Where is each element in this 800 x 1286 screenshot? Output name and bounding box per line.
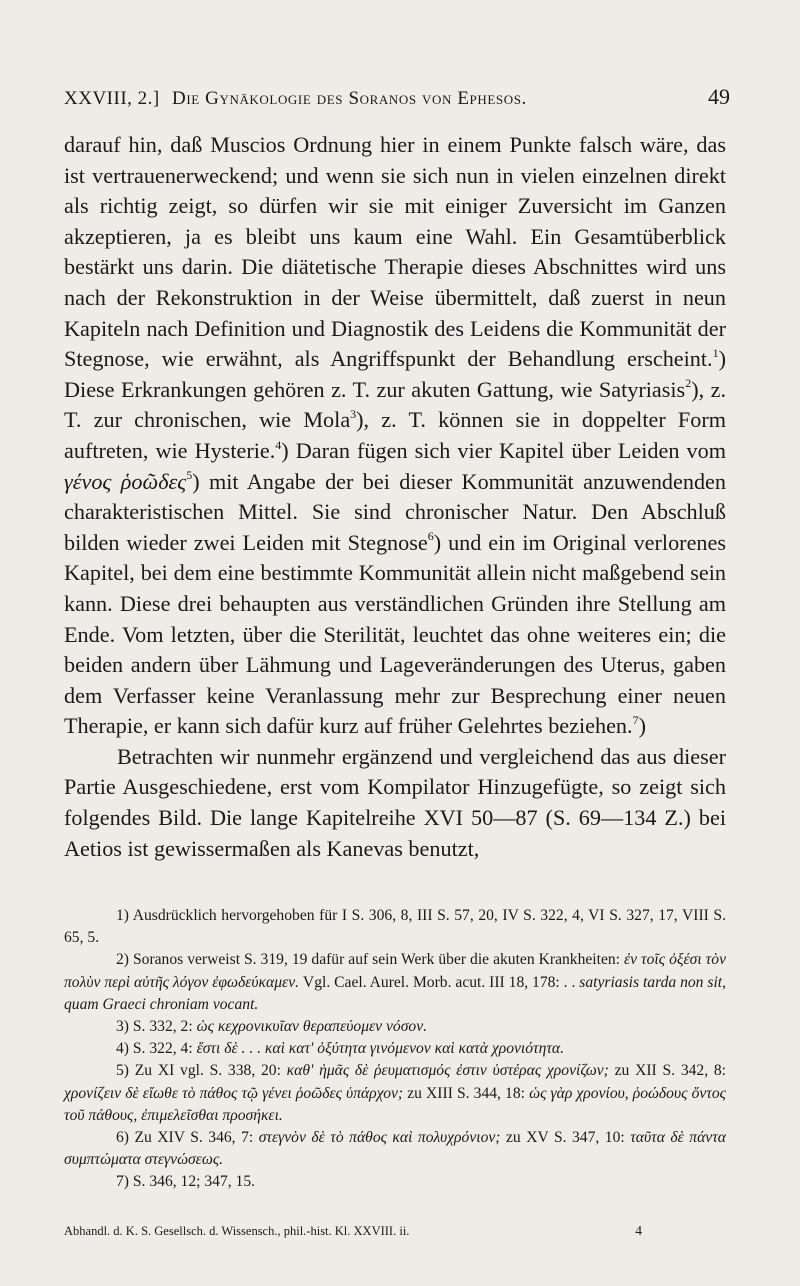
page-number: 49: [708, 84, 730, 109]
footnote-ref-2: 2: [685, 376, 692, 391]
paragraph-2: Betrachten wir nunmehr ergänzend und vergleichend das aus dieser Partie Ausgeschiedene, erst vom Kompilator Hinzugefügte, so zeigt sich folgendes Bild. Die lange Kapitelreihe XVI 50—87 (S. 69—134 Z.) bei Aetios ist gewissermaßen als Kanevas benutzt,: [64, 743, 726, 861]
greek-quote: χρονίζειν δὲ εἴωθε τὸ πάθος τῷ γένει ῥοῶδες ὑπάρχον;: [64, 1084, 404, 1102]
volume-reference: XXVIII, 2.]: [64, 88, 160, 109]
text-run: 4) S. 322, 4:: [116, 1040, 197, 1058]
running-header: [64, 84, 730, 114]
text-run: 5) Zu XI vgl. S. 338, 20:: [116, 1062, 287, 1080]
footnote-6: [64, 1127, 726, 1171]
text-run: 6) Zu XIV S. 346, 7:: [116, 1129, 259, 1147]
footnote-ref-6: 6: [427, 529, 434, 544]
footnote-4: [64, 1038, 726, 1060]
footnote-ref-4: 4: [275, 437, 282, 452]
latin-quote: satyriasis tarda non sit, quam Graeci chroniam vocant.: [64, 973, 727, 1013]
text-run: ) Daran fügen sich vier Kapitel über Leiden vom: [281, 437, 726, 463]
greek-quote: ταῦτα δὲ πάντα συμπτώματα στεγνώσεως.: [64, 1129, 726, 1169]
footnote-7: 7) S. 346, 12; 347, 15.: [116, 1173, 256, 1191]
greek-quote: ὡς κεχρονικυῖαν θεραπεύομεν νόσον.: [196, 1018, 428, 1036]
footnote-5: [64, 1060, 726, 1127]
greek-term: γένος ῥοῶδες: [64, 468, 187, 494]
greek-quote: ἔστι δὲ . . . καὶ κατ' ὀξύτητα γινόμενον καὶ κατὰ χρονιότητα.: [196, 1040, 565, 1058]
text-run: ), z. T. zur chronischen, wie Mola: [64, 376, 726, 433]
text-run: ) Diese Erkrankungen gehören z. T. zur akuten Gattung, wie Satyriasis: [64, 346, 726, 402]
text-run: zu XV S. 347, 10:: [500, 1129, 631, 1147]
text-run: 3) S. 332, 2:: [116, 1018, 197, 1036]
page-footer: [64, 1224, 642, 1239]
running-title: Die Gynäkologie des Soranos von Ephesos.: [172, 88, 527, 109]
imprint-line: Abhandl. d. K. S. Gesellsch. d. Wissensch., phil.-hist. Kl. XXVIII. ii.: [64, 1224, 410, 1238]
footnote-ref-3: 3: [350, 406, 357, 421]
text-run: Vgl. Cael. Aurel. Morb. acut. III 18, 178: . .: [299, 973, 580, 991]
signature-mark: 4: [635, 1223, 642, 1238]
footnote-3: [64, 1016, 726, 1038]
text-run: darauf hin, daß Muscios Ordnung hier in einem Punkte falsch wäre, das ist vertrauenerweckend; und wenn sie sich nun in vielen einzelnen direkt als richtig zeigt, so dürfen wir sie mit einiger Zuversicht im Ganzen akzeptieren, ja es bleibt uns kaum eine Wahl. Ein Gesamtüberblick bestärkt uns darin. Die diätetische Therapie dieses Abschnittes wird uns nach der Rekonstruktion in der Weise übermittelt, daß zuerst in neun Kapiteln nach Definition und Diagnostik des Leidens die Kommunität der Stegnose, wie erwähnt, als Angriffspunkt der Behandlung erscheint.: [64, 132, 726, 372]
text-run: ), z. T. können sie in doppelter Form auftreten, wie Hysterie.: [64, 407, 726, 463]
text-run: zu XII S. 342, 8:: [608, 1062, 727, 1080]
footnotes: [64, 905, 726, 1194]
footnote-2: [64, 949, 726, 1016]
greek-quote: ὡς γὰρ χρονίου, ῥοώδους ὄντος τοῦ πάθους, ἐπιμελεῖσθαι προσήκει.: [64, 1084, 726, 1124]
text-run: ) mit Angabe der bei dieser Kommunität anzuwendenden charakteristischen Mittel. Sie sind chronischer Natur. Den Abschluß bilden wieder zwei Leiden mit Stegnose: [64, 468, 726, 555]
footnote-ref-1: 1: [712, 345, 719, 360]
text-run: 2) Soranos verweist S. 319, 19 dafür auf sein Werk über die akuten Krankheiten:: [116, 951, 624, 969]
greek-quote: ἐν τοῖς ὀξέσι τὸν πολὺν περὶ αὐτῆς λόγον ἐφωδεύκαμεν.: [64, 951, 726, 991]
text-run: ) und ein im Original verlorenes Kapitel, bei dem eine bestimmte Kommunität allein nicht maßgebend sein kann. Diese drei behaupten aus verständlichen Gründen ihre Stellung am Ende. Vom letzten, über die Sterilität, leuchtet das ohne weiteres ein; die beiden andern über Lähmung und Lageveränderungen des Uterus, gaben dem Verfasser keine Veranlassung mehr zur Besprechung einer neuen Therapie, er kann sich dafür kurz auf früher Gelehrtes beziehen.: [64, 529, 726, 739]
main-text: [64, 130, 726, 864]
footnote-ref-5: 5: [186, 468, 193, 483]
text-run: ): [638, 713, 646, 739]
footnote-1: 1) Ausdrücklich hervorgehoben für I S. 306, 8, III S. 57, 20, IV S. 322, 4, VI S. 327, 17, VIII S. 65, 5.: [64, 907, 726, 947]
text-run: zu XIII S. 344, 18:: [403, 1084, 530, 1102]
footnote-ref-7: 7: [632, 712, 639, 727]
paragraph-1: [64, 130, 726, 742]
greek-quote: καθ' ἡμᾶς δὲ ῥευματισμός ἐστιν ὑστέρας χρονίζων;: [286, 1062, 609, 1080]
greek-quote: στεγνὸν δὲ τὸ πάθος καὶ πολυχρόνιον;: [258, 1129, 501, 1147]
